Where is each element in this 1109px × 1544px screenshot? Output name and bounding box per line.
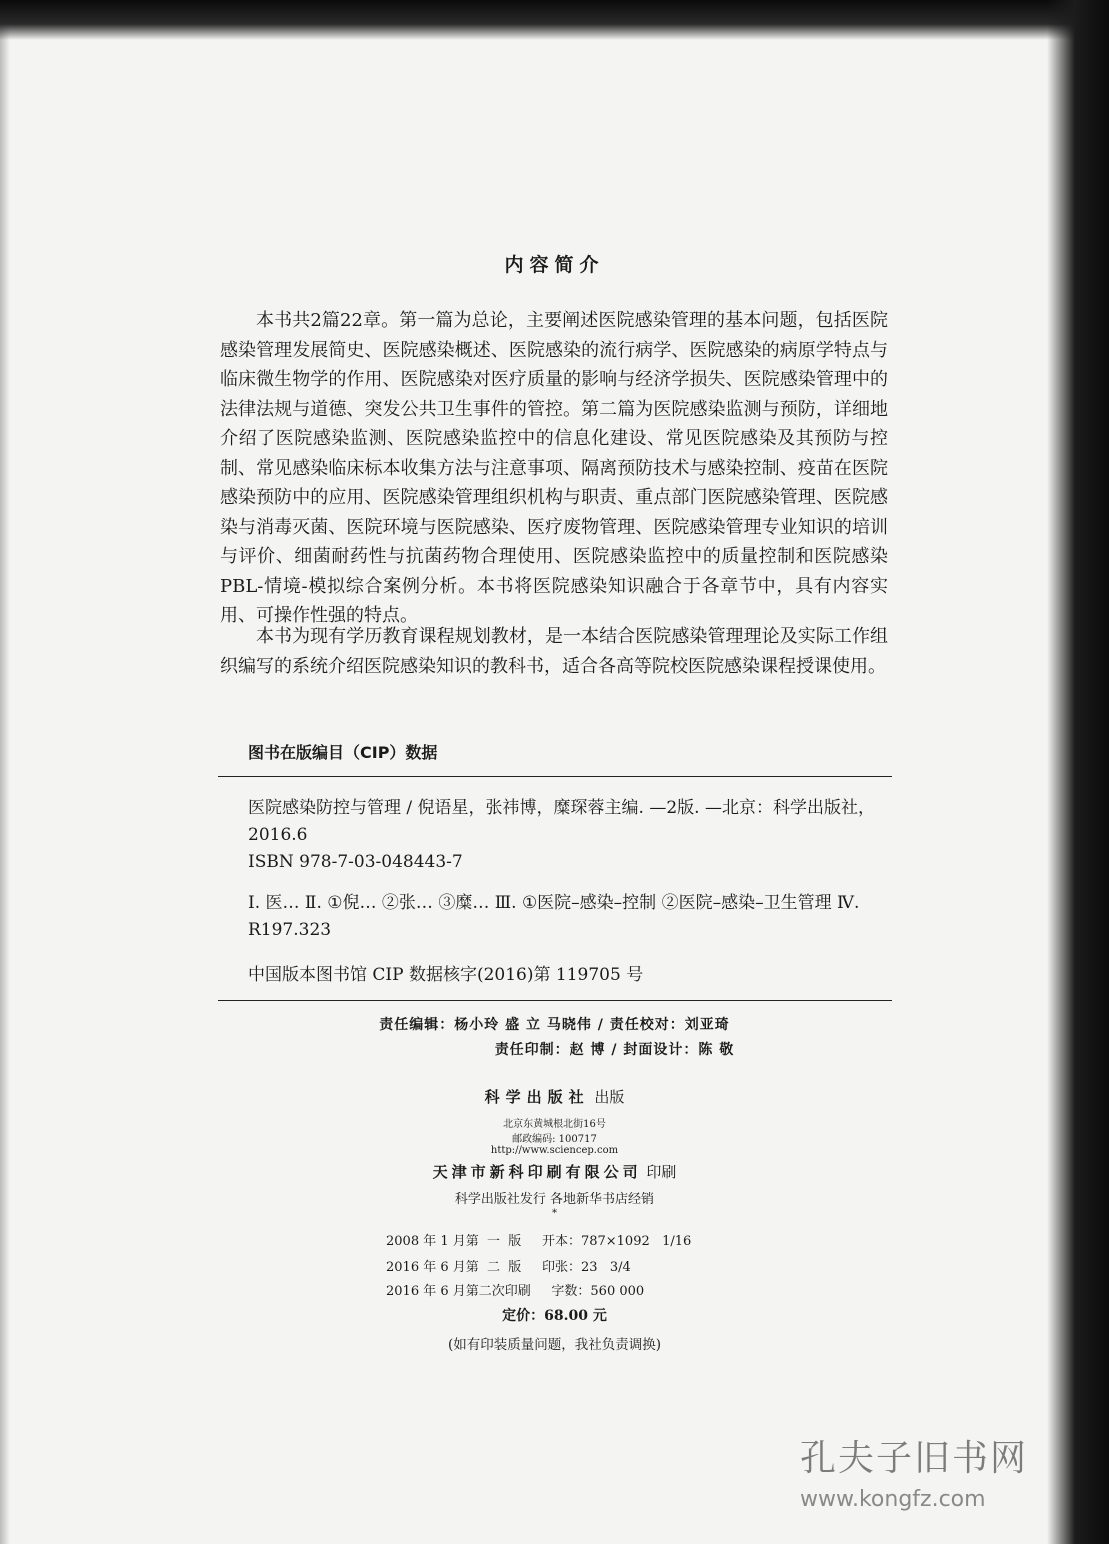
cip-entry: 医院感染防控与管理 / 倪语星，张祎博，糜琛蓉主编. —2版. —北京：科学出版社，2016.6 xyxy=(248,798,875,845)
printer-suffix: 印刷 xyxy=(646,1163,677,1181)
price: 定价：68.00 元 xyxy=(502,1308,607,1324)
publisher-line xyxy=(0,1086,1109,1107)
summary-title: 内容简介 xyxy=(504,254,605,276)
staff-editors: 责任编辑：杨小玲 盛 立 马晓伟 / 责任校对：刘亚琦 xyxy=(379,1017,730,1033)
publisher-address: 北京东黄城根北街16号 xyxy=(503,1119,606,1130)
publisher-suffix: 出版 xyxy=(594,1088,625,1106)
edition-line-2: 2016 年 6 月第 二 版 印张：23 3/4 xyxy=(386,1260,631,1275)
printer-line xyxy=(0,1161,1109,1182)
printer-name: 天津市新科印刷有限公司 xyxy=(432,1163,642,1181)
divider xyxy=(218,1000,892,1001)
site-watermark xyxy=(800,1430,1090,1512)
separator-star: * xyxy=(552,1208,557,1219)
distribution-line: 科学出版社发行 各地新华书店经销 xyxy=(454,1192,655,1207)
publisher-name: 科学出版社 xyxy=(484,1088,590,1106)
edition-line-1: 2008 年 1 月第 一 版 开本：787×1092 1/16 xyxy=(386,1234,692,1249)
watermark-url: www.kongfz.com xyxy=(800,1487,986,1512)
summary-paragraph-2: 本书为现有学历教育课程规划教材，是一本结合医院感染管理理论及实际工作组织编写的系统介绍医院感染知识的教科书，适合各高等院校医院感染课程授课使用。 xyxy=(220,626,888,677)
scan-shadow-top xyxy=(0,0,1109,40)
cip-approval: 中国版本图书馆 CIP 数据核字(2016)第 119705 号 xyxy=(248,965,644,985)
divider xyxy=(218,776,892,777)
publisher-postcode: 邮政编码: 100717 xyxy=(512,1134,597,1145)
cip-isbn: ISBN 978-7-03-048443-7 xyxy=(248,852,463,872)
cip-classification: Ⅰ. 医… Ⅱ. ①倪… ②张… ③糜… Ⅲ. ①医院–感染–控制 ②医院–感染–卫生管理 Ⅳ. R197.323 xyxy=(248,893,860,940)
summary-paragraph-1: 本书共2篇22章。第一篇为总论，主要阐述医院感染管理的基本问题，包括医院感染管理发展简史、医院感染概述、医院感染的流行病学、医院感染的病原学特点与临床微生物学的作用、医院感染对医疗质量的影响与经济学损失、医院感染管理中的法律法规与道德、突发公共卫生事件的管控。第二篇为医院感染监测与预防，详细地介绍了医院感染监测、医院感染监控中的信息化建设、常见医院感染及其预防与控制、常见感染临床标本收集方法与注意事项、隔离预防技术与感染控制、疫苗在医院感染预防中的应用、医院感染管理组织机构与职责、重点部门医院感染管理、医院感染与消毒灭菌、医院环境与医院感染、医疗废物管理、医院感染管理专业知识的培训与评价、细菌耐药性与抗菌药物合理使用、医院感染监控中的质量控制和医院感染PBL-情境-模拟综合案例分析。本书将医院感染知识融合于各章节中，具有内容实用、可操作性强的特点。 xyxy=(220,310,888,626)
publisher-url: http://www.sciencep.com xyxy=(490,1145,619,1156)
cip-heading: 图书在版编目（CIP）数据 xyxy=(248,743,438,762)
staff-printing-design: 责任印制：赵 博 / 封面设计：陈 敬 xyxy=(494,1042,735,1058)
edition-line-3: 2016 年 6 月第二次印刷 字数：560 000 xyxy=(386,1284,645,1299)
watermark-name: 孔夫子旧书网 xyxy=(800,1438,1029,1479)
quality-note: (如有印装质量问题，我社负责调换) xyxy=(447,1337,662,1353)
